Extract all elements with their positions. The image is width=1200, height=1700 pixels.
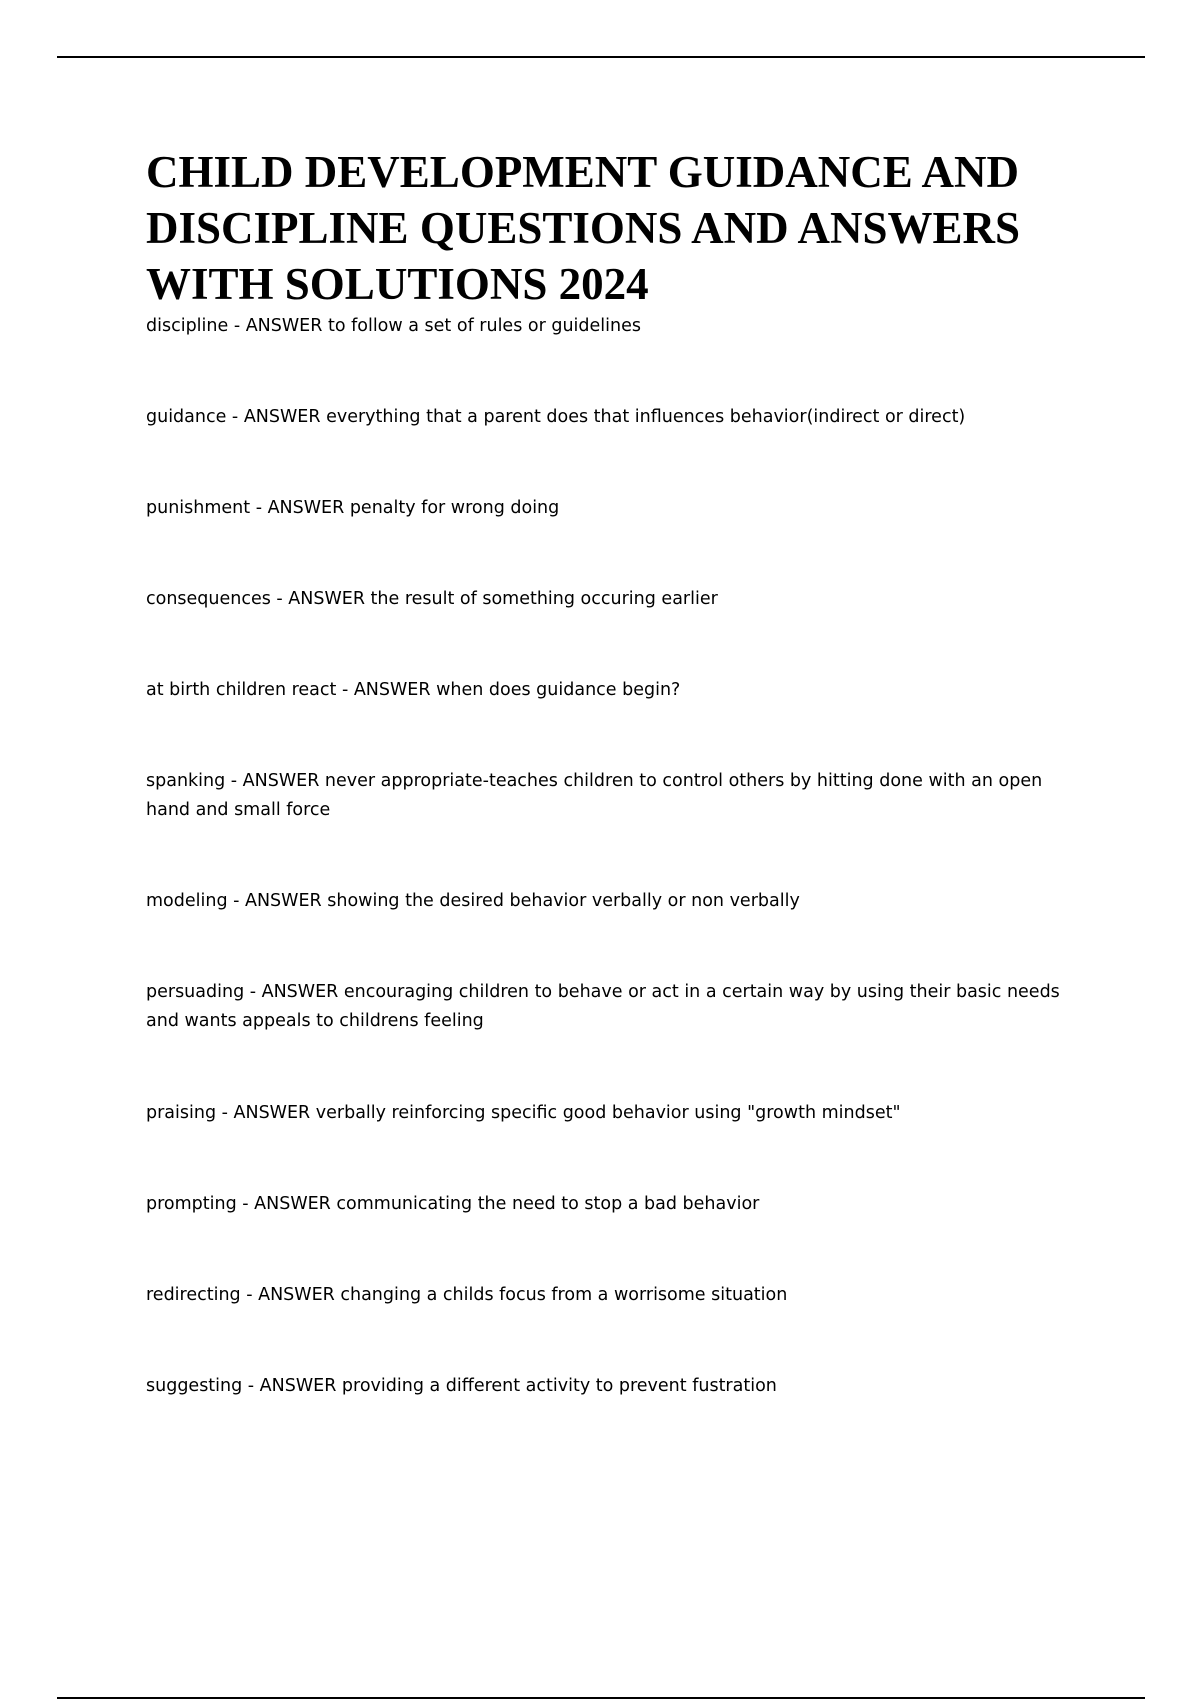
qa-entry-praising: praising - ANSWER verbally reinforcing specific good behavior using "growth mindset" (146, 1103, 901, 1123)
bottom-divider (57, 1697, 1145, 1699)
qa-entry-redirecting: redirecting - ANSWER changing a childs focus from a worrisome situation (146, 1285, 788, 1305)
top-divider (57, 56, 1145, 58)
qa-entry-guidance: guidance - ANSWER everything that a parent does that influences behavior(indirect or direct) (146, 407, 966, 427)
qa-entry-modeling: modeling - ANSWER showing the desired behavior verbally or non verbally (146, 891, 800, 911)
document-title (146, 144, 1146, 312)
qa-entry-guidance-begin: at birth children react - ANSWER when does guidance begin? (146, 680, 681, 700)
qa-entry-discipline: discipline - ANSWER to follow a set of rules or guidelines (146, 316, 641, 336)
title-line-3: WITH SOLUTIONS 2024 (146, 259, 649, 309)
qa-entry-consequences: consequences - ANSWER the result of something occuring earlier (146, 589, 718, 609)
qa-entry-spanking: spanking - ANSWER never appropriate-teaches children to control others by hitting done with an open hand and small force (146, 771, 1043, 820)
title-line-2: DISCIPLINE QUESTIONS AND ANSWERS (146, 203, 1021, 253)
qa-entry-punishment: punishment - ANSWER penalty for wrong doing (146, 498, 560, 518)
qa-entry-suggesting: suggesting - ANSWER providing a different activity to prevent fustration (146, 1376, 777, 1396)
qa-entry-prompting: prompting - ANSWER communicating the need to stop a bad behavior (146, 1194, 760, 1214)
title-line-1: CHILD DEVELOPMENT GUIDANCE AND (146, 147, 1020, 197)
qa-entry-persuading: persuading - ANSWER encouraging children to behave or act in a certain way by using their basic needs and wants appeals to childrens feeling (146, 982, 1060, 1031)
